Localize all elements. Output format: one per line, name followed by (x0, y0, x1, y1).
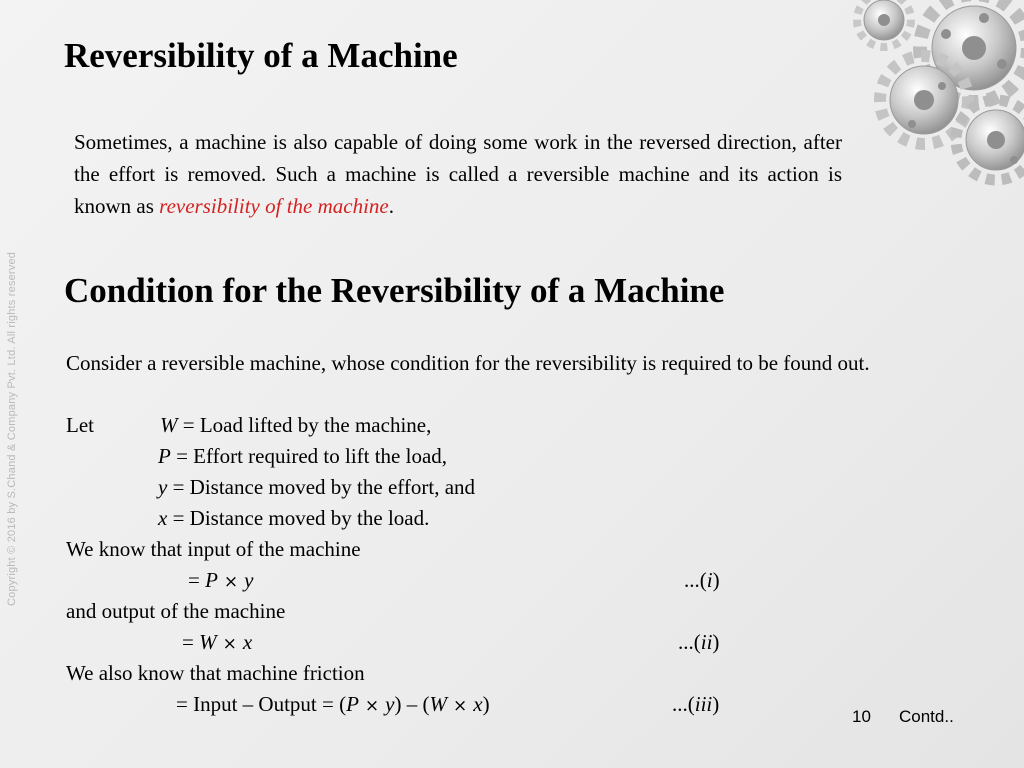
definition-effort-distance-text: = Distance moved by the effort, and (167, 475, 476, 499)
copyright-notice: Copyright © 2016 by S.Chand & Company Pvt. Ltd. All rights reserved (6, 251, 18, 606)
symbol-p: P (158, 444, 171, 468)
equation-number-i (684, 565, 720, 596)
eq2-num-open: ...( (678, 630, 701, 654)
definition-load-text: = Load lifted by the machine, (177, 413, 432, 437)
eq2-x: x (242, 630, 253, 654)
times-icon: × (453, 696, 468, 716)
times-icon: × (364, 696, 380, 716)
friction-statement: We also know that machine friction (66, 661, 365, 685)
gears-decoration-icon (824, 0, 1024, 200)
page-number: 10 (852, 707, 871, 726)
symbol-w: W (160, 413, 178, 437)
eq1-y: y (244, 568, 254, 592)
equation-input (188, 565, 254, 598)
definition-effort (158, 441, 447, 472)
eq2-prefix: = (182, 630, 200, 654)
eq3-x: x (473, 692, 483, 716)
intro-end: . (388, 194, 394, 218)
equation-number-ii (678, 627, 719, 658)
eq2-num-close: ) (712, 630, 720, 654)
input-statement: We know that input of the machine (66, 537, 361, 561)
times-icon: × (222, 634, 237, 654)
eq3-num-close: ) (712, 692, 720, 716)
definition-load-distance (158, 503, 429, 534)
eq3-y: y (385, 692, 395, 716)
output-statement: and output of the machine (66, 599, 286, 623)
intro-highlight: reversibility of the machine (159, 194, 389, 218)
intro-paragraph (74, 126, 842, 222)
intro-text: Sometimes, a machine is also capable of doing some work in the reversed direction, after the effort is removed. Such a machine is called a reversible machine and its action is known as (74, 130, 842, 218)
eq3-end: ) (482, 692, 490, 716)
equation-output (182, 627, 252, 660)
eq3-num-open: ...( (672, 692, 695, 716)
symbol-y: y (158, 475, 168, 499)
eq3-mid: ) – ( (394, 692, 430, 716)
definition-load (160, 410, 431, 441)
contd-label: Contd.. (899, 707, 954, 726)
eq1-num: i (706, 568, 713, 592)
equation-number-iii (672, 689, 719, 720)
let-label: Let (66, 413, 94, 437)
section-heading: Condition for the Reversibility of a Machine (64, 271, 725, 310)
definition-effort-text: = Effort required to lift the load, (170, 444, 448, 468)
eq1-num-open: ...( (684, 568, 707, 592)
eq1-p: P (205, 568, 218, 592)
times-icon: × (223, 572, 239, 592)
eq1-prefix: = (188, 568, 206, 592)
eq1-num-close: ) (712, 568, 720, 592)
definition-effort-distance (158, 472, 475, 503)
eq3-prefix: = Input – Output = ( (176, 692, 347, 716)
eq3-num: iii (694, 692, 713, 716)
symbol-x: x (158, 506, 168, 530)
consider-paragraph: Consider a reversible machine, whose condition for the reversibility is required to be found out. (66, 351, 870, 375)
eq2-num: ii (700, 630, 713, 654)
eq2-w: W (199, 630, 217, 654)
eq3-w: W (429, 692, 447, 716)
equation-friction (176, 689, 490, 722)
eq3-p: P (346, 692, 359, 716)
slide-title: Reversibility of a Machine (64, 36, 458, 75)
definition-load-distance-text: = Distance moved by the load. (167, 506, 430, 530)
